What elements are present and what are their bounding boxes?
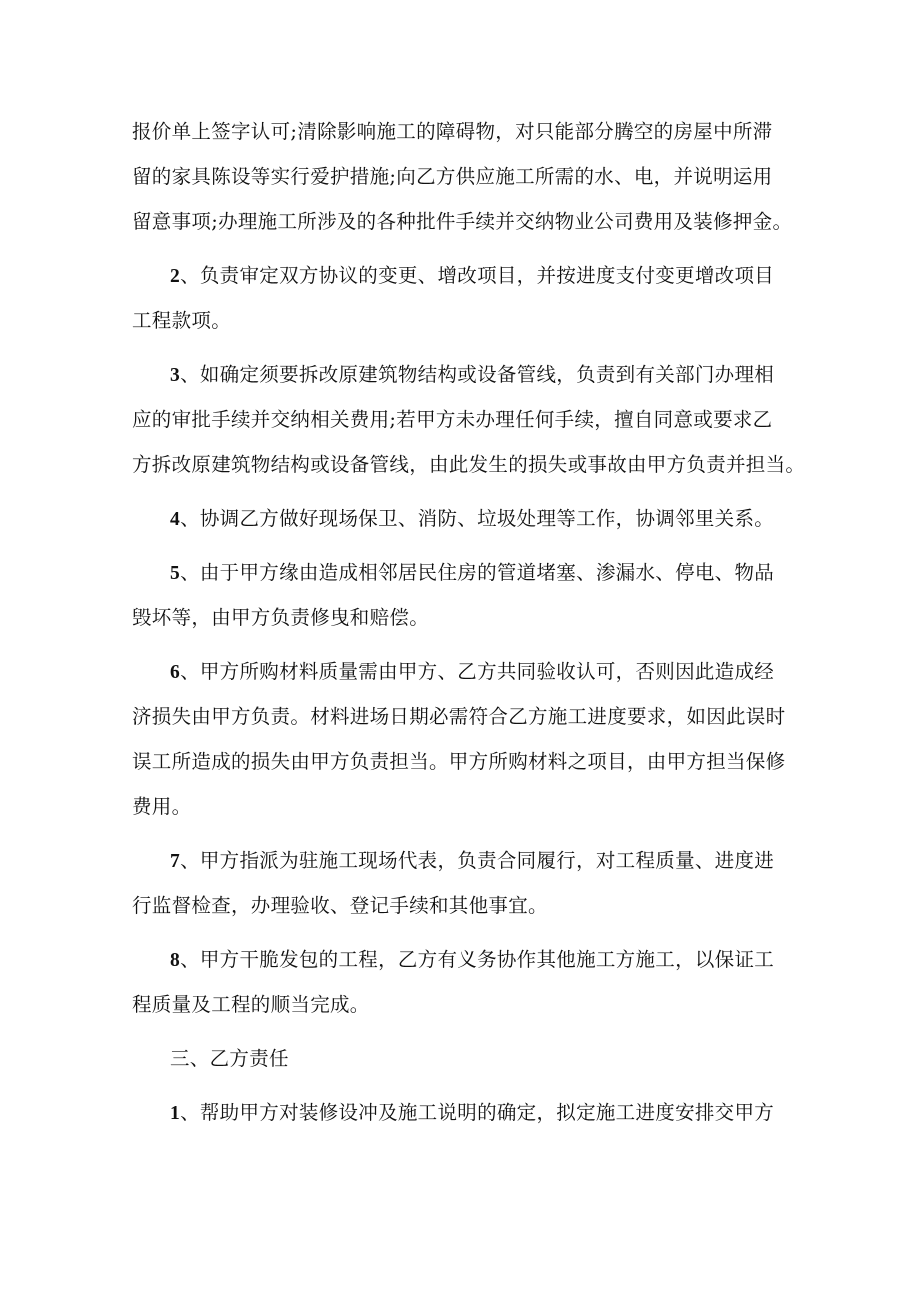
clause-5 bbox=[170, 559, 774, 588]
clause-text: 、协调乙方做好现场保卫、消防、垃圾处理等工作，协调邻里关系。 bbox=[180, 507, 775, 530]
text-line: 费用。 bbox=[132, 795, 192, 818]
clause-6 bbox=[170, 658, 774, 687]
clause-text: 、甲方所购材料质量需由甲方、乙方共同验收认可，否则因此造成经 bbox=[180, 660, 775, 683]
clause-text: 、由于甲方缘由造成相邻居民住房的管道堵塞、渗漏水、停电、物品 bbox=[180, 561, 775, 584]
text-line: 济损失由甲方负责。材料进场日期必需符合乙方施工进度要求，如因此误时 bbox=[132, 705, 786, 728]
text-line: 方拆改原建筑物结构或设备管线，由此发生的损失或事故由甲方负责并担当。 bbox=[132, 453, 806, 476]
clause-number: 4 bbox=[170, 509, 181, 530]
text-line: 程质量及工程的顺当完成。 bbox=[132, 993, 370, 1016]
clause-number: 2 bbox=[170, 266, 181, 287]
text-line: 误工所造成的损失由甲方负责担当。甲方所购材料之项目，由甲方担当保修 bbox=[132, 750, 786, 773]
clause-2 bbox=[170, 262, 774, 291]
clause-number: 3 bbox=[170, 365, 181, 386]
clause-number: 7 bbox=[170, 851, 181, 872]
text-line: 留的家具陈设等实行爱护措施;向乙方供应施工所需的水、电，并说明运用 bbox=[132, 165, 773, 188]
text-line: 应的审批手续并交纳相关费用;若甲方未办理任何手续，擅自同意或要求乙 bbox=[132, 408, 773, 431]
clause-4 bbox=[170, 505, 774, 534]
clause-number: 5 bbox=[170, 563, 181, 584]
clause-number: 1 bbox=[170, 1103, 181, 1124]
clause-1 bbox=[170, 1099, 774, 1128]
text-line: 毁坏等，由甲方负责修曳和赔偿。 bbox=[132, 606, 430, 629]
clause-number: 6 bbox=[170, 662, 181, 683]
clause-text: 、帮助甲方对装修设冲及施工说明的确定，拟定施工进度安排交甲方 bbox=[180, 1101, 775, 1124]
clause-text: 、甲方干脆发包的工程，乙方有义务协作其他施工方施工，以保证工 bbox=[180, 948, 775, 971]
clause-7 bbox=[170, 847, 774, 876]
section-heading: 三、乙方责任 bbox=[170, 1047, 289, 1070]
text-line: 行监督检查，办理验收、登记手续和其他事宜。 bbox=[132, 894, 548, 917]
clause-text: 、如确定须要拆改原建筑物结构或设备管线，负责到有关部门办理相 bbox=[180, 363, 775, 386]
clause-8 bbox=[170, 946, 774, 975]
text-line: 留意事项;办理施工所涉及的各种批件手续并交纳物业公司费用及装修押金。 bbox=[132, 210, 793, 233]
clause-number: 8 bbox=[170, 950, 181, 971]
clause-3 bbox=[170, 361, 774, 390]
clause-text: 、甲方指派为驻施工现场代表，负责合同履行，对工程质量、进度进 bbox=[180, 849, 775, 872]
text-line: 工程款项。 bbox=[132, 309, 232, 332]
clause-text: 、负责审定双方协议的变更、增改项目，并按进度支付变更增改项目 bbox=[180, 264, 775, 287]
text-line: 报价单上签字认可;清除影响施工的障碍物，对只能部分腾空的房屋中所滞 bbox=[132, 120, 773, 143]
